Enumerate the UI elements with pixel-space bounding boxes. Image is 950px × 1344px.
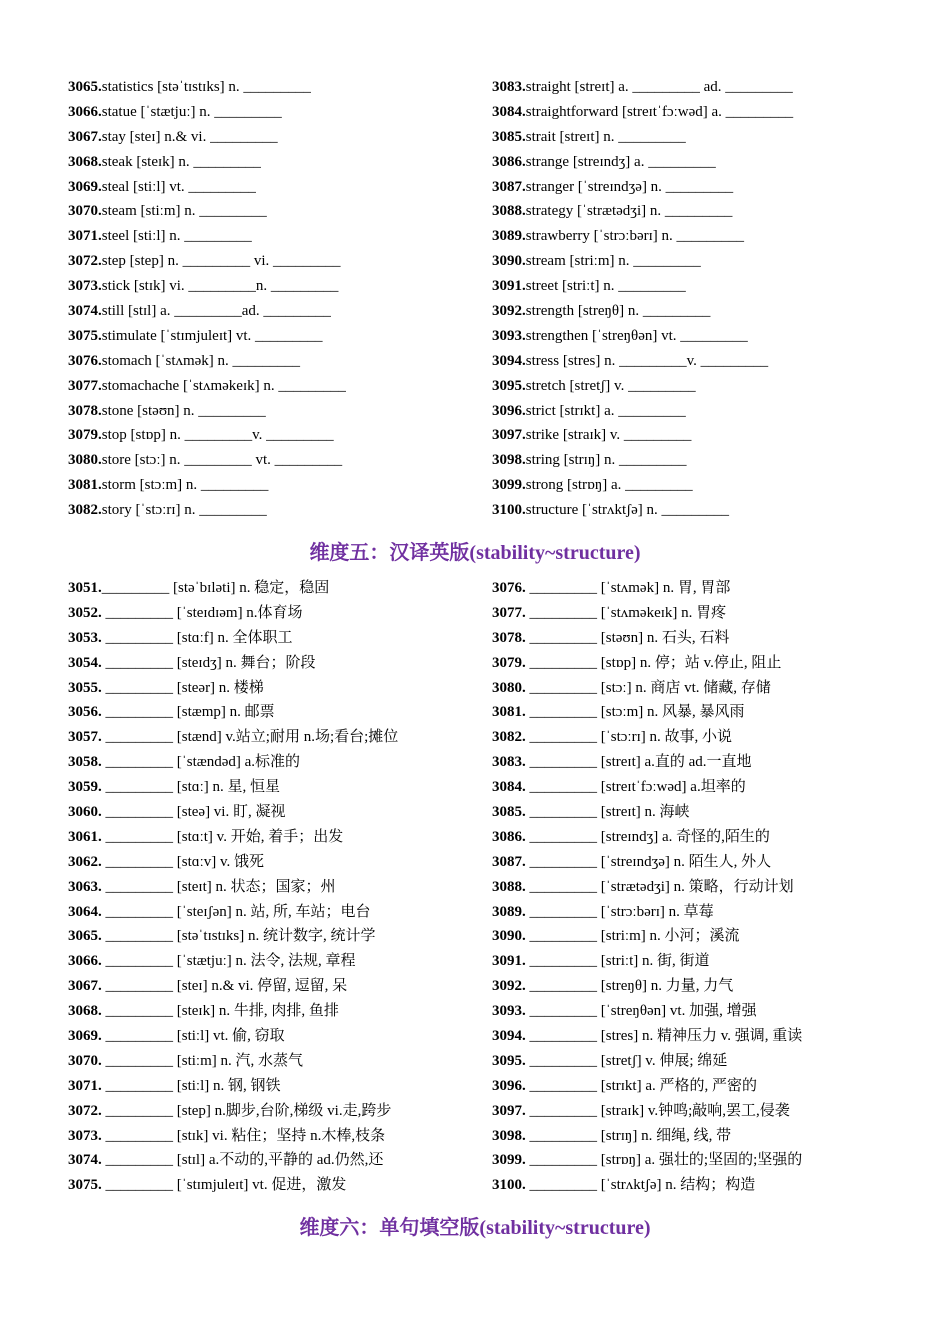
- entry-number: 3100.: [492, 1177, 526, 1194]
- entry-number: 3060.: [68, 804, 102, 821]
- entry-text: _________ [strɪŋ] n. 细绳, 线, 带: [525, 1127, 732, 1144]
- vocab-entry: [492, 349, 898, 374]
- vocab-entry: [492, 75, 898, 100]
- entry-number: 3081.: [492, 704, 526, 721]
- entry-text: _________ [striːt] n. 街, 街道: [525, 953, 710, 970]
- entry-number: 3081.: [68, 477, 102, 494]
- entry-text: stress [stres] n. _________v. _________: [525, 352, 769, 369]
- entry-text: _________ [streŋθ] n. 力量, 力气: [525, 978, 734, 995]
- entry-text: _________ [stres] n. 精神压力 v. 强调, 重读: [525, 1028, 803, 1045]
- entry-number: 3073.: [68, 278, 102, 295]
- entry-text: steam [stiːm] n. _________: [101, 203, 267, 220]
- vocab-entry: [68, 626, 492, 651]
- vocab-entry: [492, 374, 898, 399]
- vocabulary-list-chinese-to-english: [68, 576, 898, 1198]
- vocab-entry: [68, 1074, 492, 1099]
- entry-text: stay [steɪ] n.& vi. _________: [101, 128, 278, 145]
- entry-text: storm [stɔːm] n. _________: [101, 477, 269, 494]
- entry-text: _________ [ˈstrætədʒi] n. 策略，行动计划: [525, 878, 794, 895]
- vocab-entry: [68, 324, 492, 349]
- entry-text: _________ [stæmp] n. 邮票: [101, 704, 275, 721]
- entry-number: 3066.: [68, 103, 102, 120]
- vocab-entry: [68, 775, 492, 800]
- entry-text: story [ˈstɔːrɪ] n. _________: [101, 502, 267, 519]
- vocab-entry: [68, 349, 492, 374]
- entry-number: 3067.: [68, 128, 102, 145]
- vocab-entry: [492, 125, 898, 150]
- entry-text: strict [strɪkt] a. _________: [525, 402, 686, 419]
- entry-text: _________ [stɔː] n. 商店 vt. 储藏, 存储: [525, 679, 771, 696]
- entry-text: stretch [stretʃ] v. _________: [525, 377, 696, 394]
- entry-text: _________ [ˈstætjuː] n. 法令, 法规, 章程: [101, 953, 356, 970]
- entry-number: 3061.: [68, 828, 102, 845]
- vocab-entry: [68, 1173, 492, 1198]
- vocab-entry: [68, 125, 492, 150]
- vocab-entry: [492, 900, 898, 925]
- vocab-entry: [492, 199, 898, 224]
- entry-text: _________ [stiːl] n. 钢, 钢铁: [101, 1077, 281, 1094]
- entry-text: _________ [stretʃ] v. 伸展; 绵延: [525, 1052, 728, 1069]
- vocab-entry: [68, 700, 492, 725]
- entry-number: 3090.: [492, 253, 526, 270]
- entry-number: 3095.: [492, 1052, 526, 1069]
- entry-text: stomach [ˈstʌmək] n. _________: [101, 352, 301, 369]
- entry-text: strengthen [ˈstreŋθən] vt. _________: [525, 327, 748, 344]
- entry-text: steel [stiːl] n. _________: [101, 228, 252, 245]
- entry-number: 3075.: [68, 327, 102, 344]
- vocab-entry: [492, 1148, 898, 1173]
- entry-text: straight [streɪt] a. _________ ad. _________: [525, 79, 793, 95]
- entry-text: _________ [stəʊn] n. 石头, 石料: [525, 629, 730, 646]
- vocab-entry: [492, 576, 898, 601]
- entry-number: 3096.: [492, 402, 526, 419]
- entry-number: 3053.: [68, 629, 102, 646]
- vocab-entry: [492, 1049, 898, 1074]
- vocab-entry: [68, 175, 492, 200]
- entry-text: _________ [ˈsteɪʃən] n. 站, 所, 车站；电台: [101, 903, 371, 920]
- entry-number: 3068.: [68, 153, 102, 170]
- vocab-entry: [68, 676, 492, 701]
- entry-number: 3087.: [492, 853, 526, 870]
- entry-number: 3090.: [492, 928, 526, 945]
- entry-number: 3094.: [492, 1028, 526, 1045]
- entry-number: 3051.: [68, 580, 102, 596]
- entry-text: _________ [steɪ] n.& vi. 停留, 逗留, 呆: [101, 978, 348, 995]
- entry-text: _________ [stɪl] a.不动的,平静的 ad.仍然,还: [101, 1152, 384, 1169]
- entry-number: 3095.: [492, 377, 526, 394]
- entry-number: 3082.: [68, 502, 102, 519]
- entry-text: _________ [stiːl] vt. 偷, 窃取: [101, 1028, 285, 1045]
- vocab-entry: [68, 1024, 492, 1049]
- entry-text: _________ [ˈstreɪndʒə] n. 陌生人, 外人: [525, 853, 772, 870]
- vocab-entry: [68, 100, 492, 125]
- entry-text: statistics [stəˈtɪstɪks] n. _________: [101, 79, 311, 95]
- entry-number: 3066.: [68, 953, 102, 970]
- entry-text: _________ [stɑːf] n. 全体职工: [101, 629, 293, 646]
- entry-number: 3091.: [492, 953, 526, 970]
- entry-number: 3080.: [492, 679, 526, 696]
- entry-text: _________ [ˈstʌmək] n. 胃, 胃部: [525, 580, 731, 596]
- entry-text: stream [striːm] n. _________: [525, 253, 701, 270]
- entry-number: 3071.: [68, 1077, 102, 1094]
- entry-number: 3097.: [492, 427, 526, 444]
- entry-text: _________ [ˈstʌməkeɪk] n. 胃疼: [525, 604, 727, 621]
- vocab-entry: [68, 224, 492, 249]
- entry-number: 3078.: [492, 629, 526, 646]
- entry-text: _________ [stɑːv] v. 饿死: [101, 853, 265, 870]
- vocab-entry: [492, 249, 898, 274]
- entry-number: 3076.: [68, 352, 102, 369]
- entry-number: 3063.: [68, 878, 102, 895]
- entry-text: _________ [stəˈtɪstɪks] n. 统计数字, 统计学: [101, 928, 376, 945]
- entry-text: strait [streɪt] n. _________: [525, 128, 686, 145]
- entry-number: 3058.: [68, 754, 102, 771]
- entry-number: 3068.: [68, 1003, 102, 1020]
- section-heading-dimension-six: 维度六：单句填空版(stability~structure): [299, 1217, 651, 1239]
- entry-number: 3082.: [492, 729, 526, 746]
- vocab-entry: [68, 199, 492, 224]
- vocab-entry: [492, 825, 898, 850]
- entry-text: _________ [streɪt] a.直的 ad.一直地: [525, 754, 752, 771]
- entry-text: _________ [streɪtˈfɔːwəd] a.坦率的: [525, 779, 746, 796]
- vocab-entry: [68, 875, 492, 900]
- entry-number: 3088.: [492, 878, 526, 895]
- entry-number: 3055.: [68, 679, 102, 696]
- vocab-entry: [492, 423, 898, 448]
- entry-text: _________ [strɒŋ] a. 强壮的;坚固的;坚强的: [525, 1152, 803, 1169]
- entry-number: 3074.: [68, 1152, 102, 1169]
- right-column: [492, 75, 898, 523]
- entry-number: 3086.: [492, 828, 526, 845]
- entry-text: _________ [ˈstændəd] a.标准的: [101, 754, 301, 771]
- entry-number: 3077.: [492, 604, 526, 621]
- vocab-entry: [492, 924, 898, 949]
- entry-text: _________ [ˈstreŋθən] vt. 加强, 增强: [525, 1003, 757, 1020]
- vocab-entry: [492, 974, 898, 999]
- entry-number: 3092.: [492, 303, 526, 320]
- vocab-entry: [68, 1148, 492, 1173]
- entry-text: straightforward [streɪtˈfɔːwəd] a. _________: [525, 103, 794, 120]
- entry-number: 3094.: [492, 352, 526, 369]
- entry-text: stone [stəʊn] n. _________: [101, 402, 266, 419]
- vocab-entry: [492, 299, 898, 324]
- entry-number: 3097.: [492, 1102, 526, 1119]
- vocab-entry: [492, 274, 898, 299]
- entry-number: 3088.: [492, 203, 526, 220]
- left-column: [68, 576, 492, 1198]
- entry-number: 3069.: [68, 1028, 102, 1045]
- entry-text: steal [stiːl] vt. _________: [101, 178, 256, 195]
- vocab-entry: [68, 601, 492, 626]
- entry-number: 3087.: [492, 178, 526, 195]
- entry-number: 3089.: [492, 903, 526, 920]
- entry-text: _________ [steɪt] n. 状态；国家；州: [101, 878, 336, 895]
- vocab-entry: [492, 775, 898, 800]
- vocab-entry: [68, 576, 492, 601]
- vocab-entry: [492, 448, 898, 473]
- entry-text: _________ [streɪndʒ] a. 奇怪的,陌生的: [525, 828, 770, 845]
- entry-number: 3074.: [68, 303, 102, 320]
- vocab-entry: [492, 949, 898, 974]
- entry-number: 3092.: [492, 978, 526, 995]
- vocab-entry: [492, 1124, 898, 1149]
- vocab-entry: [492, 700, 898, 725]
- entry-text: strength [streŋθ] n. _________: [525, 303, 711, 320]
- vocab-entry: [68, 900, 492, 925]
- entry-number: 3083.: [492, 79, 526, 95]
- entry-text: strong [strɒŋ] a. _________: [525, 477, 693, 494]
- entry-text: _________ [strɪkt] a. 严格的, 严密的: [525, 1077, 757, 1094]
- vocab-entry: [492, 601, 898, 626]
- entry-text: _________ [ˈsteɪdɪəm] n.体育场: [101, 604, 303, 621]
- entry-text: steak [steɪk] n. _________: [101, 153, 261, 170]
- entry-number: 3080.: [68, 452, 102, 469]
- vocab-entry: [68, 423, 492, 448]
- vocab-entry: [492, 800, 898, 825]
- entry-number: 3084.: [492, 779, 526, 796]
- vocab-entry: [68, 974, 492, 999]
- vocab-entry: [68, 825, 492, 850]
- entry-number: 3071.: [68, 228, 102, 245]
- vocab-entry: [492, 1074, 898, 1099]
- entry-text: _________ [stænd] v.站立;耐用 n.场;看台;摊位: [101, 729, 399, 746]
- vocab-entry: [492, 175, 898, 200]
- left-column: [68, 75, 492, 523]
- entry-number: 3070.: [68, 1052, 102, 1069]
- vocab-entry: [68, 274, 492, 299]
- vocab-entry: [68, 999, 492, 1024]
- entry-text: _________ [step] n.脚步,台阶,梯级 vi.走,跨步: [101, 1102, 392, 1119]
- entry-number: 3070.: [68, 203, 102, 220]
- entry-number: 3064.: [68, 903, 102, 920]
- entry-text: _________ [stiːm] n. 汽, 水蒸气: [101, 1052, 303, 1069]
- vocab-entry: [492, 651, 898, 676]
- entry-number: 3083.: [492, 754, 526, 771]
- vocab-entry: [68, 750, 492, 775]
- entry-number: 3078.: [68, 402, 102, 419]
- entry-text: street [striːt] n. _________: [525, 278, 686, 295]
- vocab-entry: [68, 800, 492, 825]
- entry-text: _________ [stɔːm] n. 风暴, 暴风雨: [525, 704, 745, 721]
- entry-number: 3099.: [492, 477, 526, 494]
- entry-number: 3077.: [68, 377, 102, 394]
- entry-number: 3076.: [492, 580, 526, 596]
- vocab-entry: [492, 498, 898, 523]
- entry-number: 3091.: [492, 278, 526, 295]
- entry-number: 3065.: [68, 79, 102, 95]
- entry-text: _________ [ˈstɔːrɪ] n. 故事, 小说: [525, 729, 732, 746]
- entry-text: _________ [steɪdʒ] n. 舞台；阶段: [101, 654, 316, 671]
- entry-number: 3072.: [68, 1102, 102, 1119]
- entry-text: structure [ˈstrʌktʃə] n. _________: [525, 502, 730, 519]
- vocab-entry: [68, 249, 492, 274]
- entry-text: _________ [stɒp] n. 停；站 v.停止, 阻止: [525, 654, 782, 671]
- vocab-entry: [68, 399, 492, 424]
- entry-number: 3098.: [492, 1127, 526, 1144]
- vocab-entry: [68, 1124, 492, 1149]
- entry-number: 3052.: [68, 604, 102, 621]
- entry-number: 3065.: [68, 928, 102, 945]
- entry-text: stop [stɒp] n. _________v. _________: [101, 427, 334, 444]
- vocab-entry: [492, 100, 898, 125]
- entry-number: 3075.: [68, 1177, 102, 1194]
- vocab-entry: [68, 75, 492, 100]
- vocab-entry: [492, 875, 898, 900]
- vocab-entry: [68, 150, 492, 175]
- vocab-entry: [492, 750, 898, 775]
- entry-number: 3056.: [68, 704, 102, 721]
- vocab-entry: [68, 850, 492, 875]
- vocab-entry: [492, 1099, 898, 1124]
- vocab-entry: [492, 1024, 898, 1049]
- entry-text: stomachache [ˈstʌməkeɪk] n. _________: [101, 377, 346, 394]
- vocabulary-list-english-to-chinese: [68, 75, 898, 523]
- vocab-entry: [68, 1049, 492, 1074]
- entry-text: _________ [ˈstɪmjuleɪt] vt. 促进，激发: [101, 1177, 347, 1194]
- entry-number: 3093.: [492, 327, 526, 344]
- entry-text: _________ [straɪk] v.钟鸣;敲响,罢工,侵袭: [525, 1102, 790, 1119]
- vocab-entry: [68, 473, 492, 498]
- entry-text: strategy [ˈstrætədʒi] n. _________: [525, 203, 733, 220]
- entry-text: strike [straɪk] v. _________: [525, 427, 692, 444]
- entry-text: _________ [ˈstrɔːbərɪ] n. 草莓: [525, 903, 714, 920]
- entry-number: 3062.: [68, 853, 102, 870]
- entry-text: _________ [stɑːt] v. 开始, 着手；出发: [101, 828, 344, 845]
- entry-number: 3093.: [492, 1003, 526, 1020]
- entry-number: 3100.: [492, 502, 526, 519]
- vocab-entry: [492, 399, 898, 424]
- entry-number: 3098.: [492, 452, 526, 469]
- entry-text: _________ [steɪk] n. 牛排, 肉排, 鱼排: [101, 1003, 339, 1020]
- section-heading-dimension-five: 维度五：汉译英版(stability~structure): [309, 542, 641, 564]
- vocab-entry: [68, 924, 492, 949]
- vocab-entry: [492, 676, 898, 701]
- entry-text: _________ [steə] vi. 盯, 凝视: [101, 804, 286, 821]
- entry-text: _________ [striːm] n. 小河；溪流: [525, 928, 740, 945]
- vocab-entry: [492, 725, 898, 750]
- entry-number: 3085.: [492, 804, 526, 821]
- vocab-entry: [492, 473, 898, 498]
- entry-text: _________ [streɪt] n. 海峡: [525, 804, 690, 821]
- vocab-entry: [492, 224, 898, 249]
- entry-text: stimulate [ˈstɪmjuleɪt] vt. _________: [101, 327, 323, 344]
- entry-text: _________ [stəˈbɪləti] n. 稳定，稳固: [101, 580, 330, 596]
- entry-number: 3057.: [68, 729, 102, 746]
- vocab-entry: [492, 324, 898, 349]
- vocab-entry: [492, 999, 898, 1024]
- vocab-entry: [68, 1099, 492, 1124]
- entry-text: _________ [stɪk] vi. 粘住；坚持 n.木棒,枝条: [101, 1127, 386, 1144]
- entry-number: 3099.: [492, 1152, 526, 1169]
- entry-text: stranger [ˈstreɪndʒə] n. _________: [525, 178, 734, 195]
- entry-number: 3073.: [68, 1127, 102, 1144]
- entry-text: stick [stɪk] vi. _________n. _________: [101, 278, 339, 295]
- entry-text: statue [ˈstætjuː] n. _________: [101, 103, 282, 120]
- entry-text: _________ [steər] n. 楼梯: [101, 679, 264, 696]
- entry-text: step [step] n. _________ vi. _________: [101, 253, 341, 270]
- entry-number: 3079.: [492, 654, 526, 671]
- entry-text: strange [streɪndʒ] a. _________: [525, 153, 716, 170]
- entry-text: still [stɪl] a. _________ad. _________: [101, 303, 331, 320]
- entry-text: string [strɪŋ] n. _________: [525, 452, 687, 469]
- vocab-entry: [492, 150, 898, 175]
- entry-number: 3072.: [68, 253, 102, 270]
- entry-number: 3079.: [68, 427, 102, 444]
- entry-text: _________ [stɑː] n. 星, 恒星: [101, 779, 281, 796]
- entry-number: 3059.: [68, 779, 102, 796]
- vocab-entry: [68, 448, 492, 473]
- vocab-entry: [68, 498, 492, 523]
- vocab-entry: [492, 1173, 898, 1198]
- entry-number: 3054.: [68, 654, 102, 671]
- vocab-entry: [68, 374, 492, 399]
- entry-text: store [stɔː] n. _________ vt. _________: [101, 452, 343, 469]
- entry-number: 3096.: [492, 1077, 526, 1094]
- entry-text: _________ [ˈstrʌktʃə] n. 结构；构造: [525, 1177, 756, 1194]
- entry-number: 3084.: [492, 103, 526, 120]
- vocab-entry: [492, 626, 898, 651]
- right-column: [492, 576, 898, 1198]
- vocab-entry: [68, 725, 492, 750]
- entry-text: strawberry [ˈstrɔːbərɪ] n. _________: [525, 228, 745, 245]
- vocab-entry: [68, 651, 492, 676]
- entry-number: 3089.: [492, 228, 526, 245]
- vocab-entry: [492, 850, 898, 875]
- entry-number: 3085.: [492, 128, 526, 145]
- entry-number: 3067.: [68, 978, 102, 995]
- vocab-entry: [68, 949, 492, 974]
- vocab-entry: [68, 299, 492, 324]
- entry-number: 3069.: [68, 178, 102, 195]
- entry-number: 3086.: [492, 153, 526, 170]
